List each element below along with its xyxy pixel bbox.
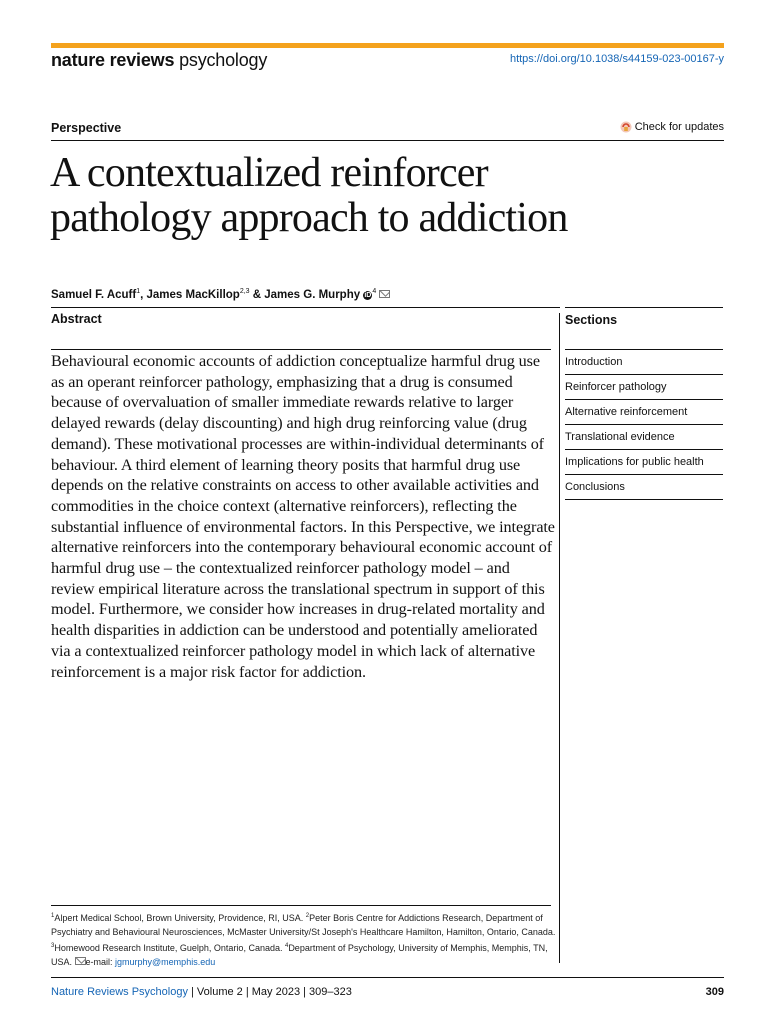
email-link[interactable]: jgmurphy@memphis.edu <box>115 957 216 967</box>
section-link-reinforcer-pathology[interactable]: Reinforcer pathology <box>565 374 723 399</box>
sections-nav <box>565 349 723 500</box>
abstract-text: Behavioural economic accounts of addiction conceptualize harmful drug use as an operant reinforcer pathology, emphasizing that a drug is consumed because of overvaluation of smaller immediate rewards relative to larger delayed rewards (delay discounting) and high drug reinforcing value (drug demand). These motivational processes are within-individual determinants of behaviour. A third element of learning theory posits that harmful drug use depends on the relative constraints on access to other available activities and commodities in the choice context (alternative reinforcers), reflecting the substantial influence of environmental factors. In this Perspective, we integrate alternative reinforcers into the contemporary behavioural economic account of harmful drug use – the contextualized reinforcer pathology model – and review empirical literature across the translational spectrum in support of this model. Furthermore, we consider how increases in drug-related mortality and health disparities in addiction can be understood and potentially ameliorated via a contextualized reinforcer pathology model in which lack of alternative reinforcement is a major risk factor for addiction. <box>51 352 555 681</box>
author-1-affil: 1 <box>136 288 141 295</box>
title-line-1: A contextualized reinforcer <box>50 150 488 196</box>
journal-name-bold: nature reviews <box>51 50 175 70</box>
section-link-alternative-reinforcement[interactable]: Alternative reinforcement <box>565 399 723 424</box>
abstract-heading: Abstract <box>51 312 102 326</box>
affil-number: 3 <box>51 943 55 949</box>
author-2-affil: 2,3 <box>239 288 250 295</box>
footer-journal-link[interactable]: Nature Reviews Psychology <box>51 986 188 998</box>
orcid-icon[interactable]: iD <box>364 291 372 299</box>
doi-link[interactable]: https://doi.org/10.1038/s44159-023-00167-y <box>509 53 724 65</box>
page-number: 309 <box>705 986 724 998</box>
sections-divider <box>565 307 723 308</box>
section-link-translational-evidence[interactable]: Translational evidence <box>565 424 723 449</box>
author-separator: , <box>140 288 147 301</box>
header-divider <box>51 140 724 141</box>
affil-text: Department of Psychology, University of Memphis, Memphis, TN, USA. <box>51 943 548 967</box>
author-3-affil: 4 <box>372 288 377 295</box>
title-line-2: pathology approach to addiction <box>50 195 568 241</box>
author-2[interactable]: James MacKillop <box>146 288 240 301</box>
check-updates-icon <box>620 121 632 133</box>
author-1[interactable]: Samuel F. Acuff <box>51 288 137 301</box>
article-type: Perspective <box>51 121 122 135</box>
affil-text: Peter Boris Centre for Addictions Research, Department of Psychiatry and Behavioural Neurosciences, McMaster University/St Joseph's Healthcare Hamilton, Hamilton, Ontario, Canada. <box>51 913 556 937</box>
sections-heading: Sections <box>565 313 618 327</box>
affil-text: Homewood Research Institute, Guelph, Ontario, Canada. <box>54 943 285 953</box>
section-link-conclusions[interactable]: Conclusions <box>565 474 723 500</box>
authors-divider <box>51 307 560 308</box>
affil-number: 4 <box>284 943 289 949</box>
section-link-introduction[interactable]: Introduction <box>565 349 723 374</box>
footer-citation <box>51 986 352 998</box>
footer-volume: | Volume 2 | May 2023 | 309–323 <box>187 986 352 998</box>
section-link-implications[interactable]: Implications for public health <box>565 449 723 474</box>
affiliations-divider <box>51 905 551 906</box>
article-title <box>50 151 730 241</box>
abstract-divider <box>51 349 551 350</box>
footer-divider <box>51 977 724 978</box>
email-label: e-mail: <box>85 957 116 967</box>
check-updates-label: Check for updates <box>634 121 724 133</box>
author-3[interactable]: James G. Murphy <box>264 288 361 301</box>
column-divider <box>559 313 560 963</box>
affil-text: Alpert Medical School, Brown University, Providence, RI, USA. <box>54 913 306 923</box>
check-updates-button[interactable] <box>620 121 724 133</box>
brand-bar <box>51 43 724 48</box>
author-list <box>51 288 390 301</box>
mail-icon <box>75 957 86 965</box>
journal-logo[interactable] <box>51 50 267 71</box>
mail-icon[interactable] <box>379 290 390 298</box>
affiliations <box>51 909 556 969</box>
journal-name-light: psychology <box>179 50 268 70</box>
affil-number: 2 <box>305 913 310 919</box>
affil-number: 1 <box>51 913 55 919</box>
author-separator: & <box>249 288 265 301</box>
